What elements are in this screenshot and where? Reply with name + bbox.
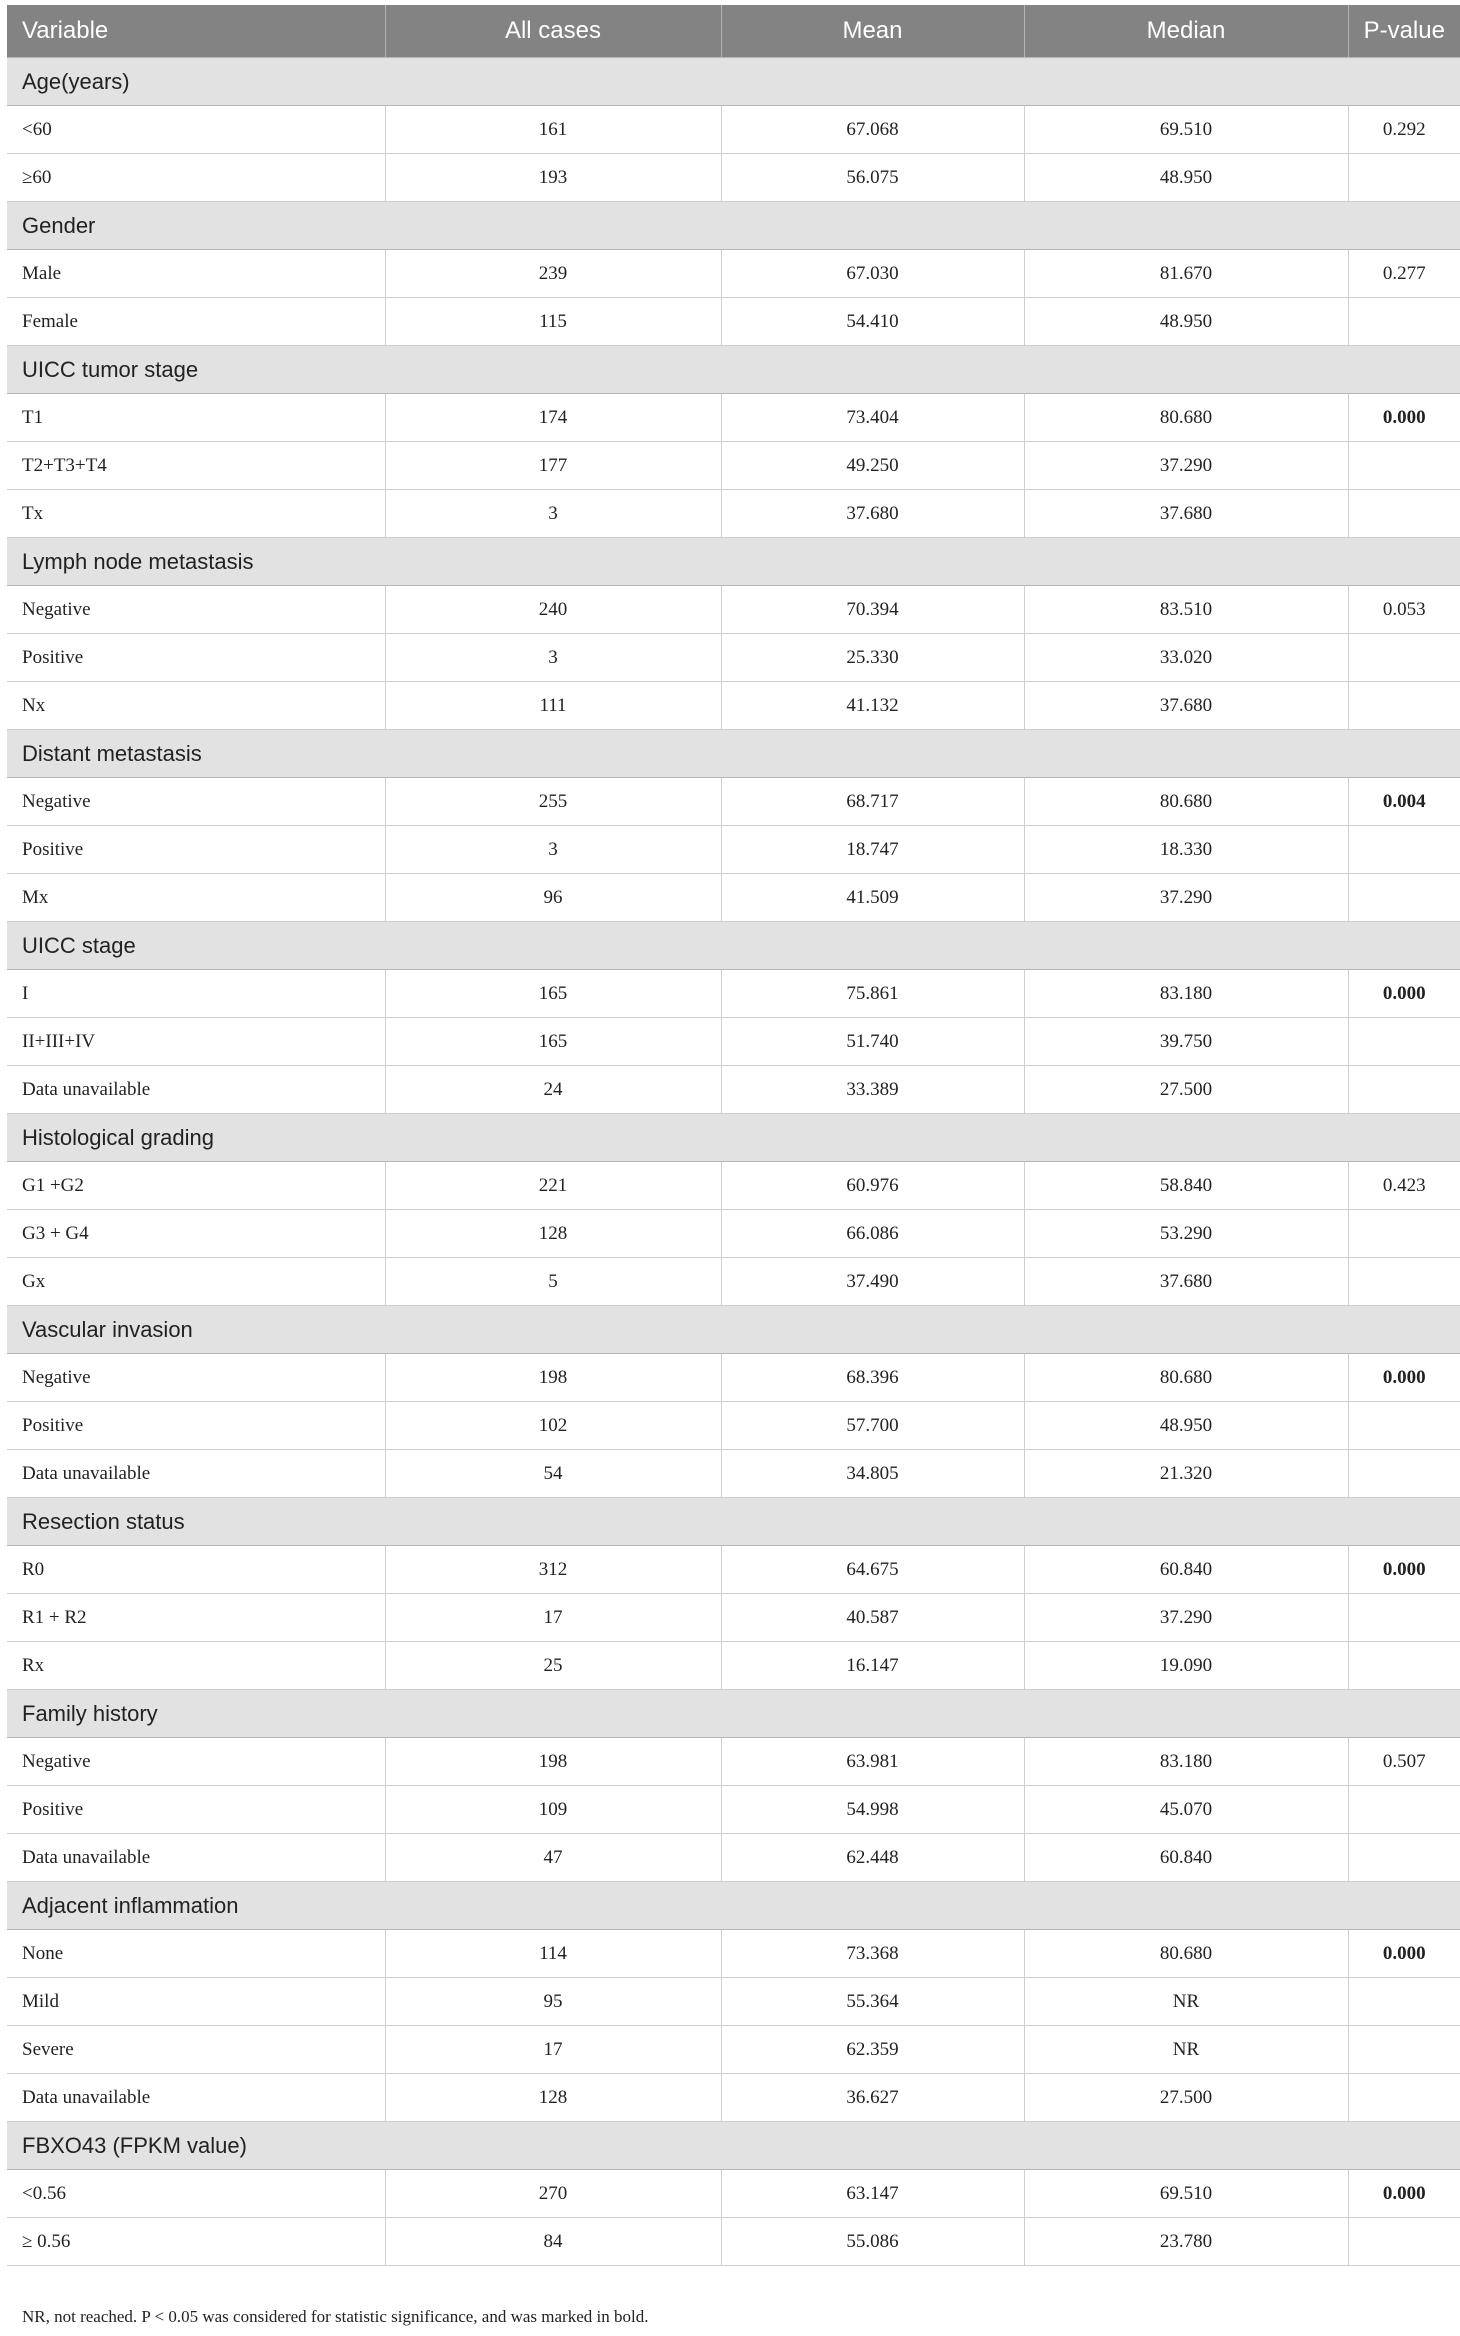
cell-variable: R0 xyxy=(7,1546,385,1594)
cell-p-value xyxy=(1348,826,1460,874)
table-row xyxy=(7,250,1460,298)
cell-mean: 60.976 xyxy=(721,1162,1024,1210)
table-row xyxy=(7,682,1460,730)
table-row xyxy=(7,394,1460,442)
cell-p-value xyxy=(1348,442,1460,490)
cell-p-value xyxy=(1348,1066,1460,1114)
section-title: UICC stage xyxy=(7,922,1460,970)
cell-all-cases: 165 xyxy=(385,970,721,1018)
cell-median: 19.090 xyxy=(1024,1642,1348,1690)
cell-mean: 34.805 xyxy=(721,1450,1024,1498)
cell-median: 37.290 xyxy=(1024,442,1348,490)
section-row xyxy=(7,1114,1460,1162)
cell-variable: Female xyxy=(7,298,385,346)
table-row xyxy=(7,1642,1460,1690)
cell-p-value xyxy=(1348,682,1460,730)
cell-mean: 55.364 xyxy=(721,1978,1024,2026)
table-row xyxy=(7,2026,1460,2074)
cell-p-value: 0.000 xyxy=(1348,394,1460,442)
cell-p-value xyxy=(1348,1018,1460,1066)
cell-p-value: 0.423 xyxy=(1348,1162,1460,1210)
cell-median: 37.680 xyxy=(1024,1258,1348,1306)
cell-p-value xyxy=(1348,1594,1460,1642)
cell-median: 23.780 xyxy=(1024,2218,1348,2266)
table-row xyxy=(7,2170,1460,2218)
header-variable: Variable xyxy=(7,5,385,58)
table-row xyxy=(7,1786,1460,1834)
section-row xyxy=(7,922,1460,970)
header-all-cases: All cases xyxy=(385,5,721,58)
table-row xyxy=(7,490,1460,538)
cell-median: 83.180 xyxy=(1024,970,1348,1018)
cell-variable: Data unavailable xyxy=(7,1834,385,1882)
cell-all-cases: 3 xyxy=(385,490,721,538)
table-row xyxy=(7,874,1460,922)
cell-variable: I xyxy=(7,970,385,1018)
cell-all-cases: 128 xyxy=(385,2074,721,2122)
cell-mean: 73.368 xyxy=(721,1930,1024,1978)
table-row xyxy=(7,1066,1460,1114)
cell-mean: 37.490 xyxy=(721,1258,1024,1306)
table-row xyxy=(7,106,1460,154)
cell-median: 48.950 xyxy=(1024,154,1348,202)
cell-variable: ≥ 0.56 xyxy=(7,2218,385,2266)
cell-variable: Negative xyxy=(7,1738,385,1786)
cell-all-cases: 3 xyxy=(385,826,721,874)
cell-p-value xyxy=(1348,2074,1460,2122)
cell-median: 80.680 xyxy=(1024,778,1348,826)
cell-variable: ≥60 xyxy=(7,154,385,202)
cell-median: 48.950 xyxy=(1024,1402,1348,1450)
cell-median: 83.180 xyxy=(1024,1738,1348,1786)
table-row xyxy=(7,1450,1460,1498)
cell-p-value: 0.292 xyxy=(1348,106,1460,154)
cell-median: 45.070 xyxy=(1024,1786,1348,1834)
table-row xyxy=(7,2074,1460,2122)
section-title: Family history xyxy=(7,1690,1460,1738)
header-median: Median xyxy=(1024,5,1348,58)
cell-median: 69.510 xyxy=(1024,106,1348,154)
cell-p-value: 0.004 xyxy=(1348,778,1460,826)
cell-mean: 51.740 xyxy=(721,1018,1024,1066)
table-row xyxy=(7,1978,1460,2026)
cell-median: 37.680 xyxy=(1024,682,1348,730)
cell-median: NR xyxy=(1024,1978,1348,2026)
section-row xyxy=(7,730,1460,778)
cell-all-cases: 270 xyxy=(385,2170,721,2218)
cell-variable: Data unavailable xyxy=(7,1450,385,1498)
cell-median: 37.680 xyxy=(1024,490,1348,538)
table-row xyxy=(7,1018,1460,1066)
section-title: UICC tumor stage xyxy=(7,346,1460,394)
table-row xyxy=(7,1354,1460,1402)
section-title: Age(years) xyxy=(7,58,1460,106)
survival-table-container xyxy=(7,5,1460,2326)
table-row xyxy=(7,1402,1460,1450)
cell-variable: Tx xyxy=(7,490,385,538)
cell-mean: 18.747 xyxy=(721,826,1024,874)
cell-mean: 40.587 xyxy=(721,1594,1024,1642)
cell-variable: Rx xyxy=(7,1642,385,1690)
cell-variable: Positive xyxy=(7,826,385,874)
cell-mean: 36.627 xyxy=(721,2074,1024,2122)
cell-mean: 55.086 xyxy=(721,2218,1024,2266)
cell-p-value xyxy=(1348,2026,1460,2074)
cell-p-value: 0.000 xyxy=(1348,2170,1460,2218)
section-row xyxy=(7,1306,1460,1354)
cell-variable: Negative xyxy=(7,778,385,826)
cell-median: 37.290 xyxy=(1024,874,1348,922)
section-row xyxy=(7,1498,1460,1546)
cell-p-value xyxy=(1348,154,1460,202)
cell-all-cases: 47 xyxy=(385,1834,721,1882)
table-row xyxy=(7,634,1460,682)
table-row xyxy=(7,2218,1460,2266)
cell-mean: 70.394 xyxy=(721,586,1024,634)
cell-mean: 16.147 xyxy=(721,1642,1024,1690)
cell-all-cases: 198 xyxy=(385,1738,721,1786)
cell-mean: 75.861 xyxy=(721,970,1024,1018)
cell-all-cases: 114 xyxy=(385,1930,721,1978)
cell-mean: 57.700 xyxy=(721,1402,1024,1450)
cell-median: 60.840 xyxy=(1024,1546,1348,1594)
cell-variable: Negative xyxy=(7,586,385,634)
cell-all-cases: 84 xyxy=(385,2218,721,2266)
cell-median: 33.020 xyxy=(1024,634,1348,682)
table-row xyxy=(7,1546,1460,1594)
section-title: Histological grading xyxy=(7,1114,1460,1162)
cell-variable: <60 xyxy=(7,106,385,154)
section-row xyxy=(7,58,1460,106)
cell-median: 27.500 xyxy=(1024,1066,1348,1114)
cell-median: 83.510 xyxy=(1024,586,1348,634)
cell-all-cases: 165 xyxy=(385,1018,721,1066)
cell-median: 58.840 xyxy=(1024,1162,1348,1210)
section-title: Gender xyxy=(7,202,1460,250)
cell-variable: None xyxy=(7,1930,385,1978)
cell-mean: 64.675 xyxy=(721,1546,1024,1594)
cell-mean: 49.250 xyxy=(721,442,1024,490)
cell-mean: 54.998 xyxy=(721,1786,1024,1834)
cell-median: 80.680 xyxy=(1024,394,1348,442)
cell-all-cases: 25 xyxy=(385,1642,721,1690)
cell-p-value: 0.000 xyxy=(1348,1354,1460,1402)
cell-p-value: 0.277 xyxy=(1348,250,1460,298)
cell-p-value: 0.000 xyxy=(1348,1546,1460,1594)
cell-p-value xyxy=(1348,1210,1460,1258)
cell-mean: 73.404 xyxy=(721,394,1024,442)
cell-mean: 54.410 xyxy=(721,298,1024,346)
cell-p-value: 0.507 xyxy=(1348,1738,1460,1786)
cell-median: 48.950 xyxy=(1024,298,1348,346)
cell-variable: G1 +G2 xyxy=(7,1162,385,1210)
cell-all-cases: 54 xyxy=(385,1450,721,1498)
header-mean: Mean xyxy=(721,5,1024,58)
cell-all-cases: 5 xyxy=(385,1258,721,1306)
section-row xyxy=(7,2122,1460,2170)
cell-variable: T2+T3+T4 xyxy=(7,442,385,490)
cell-median: 39.750 xyxy=(1024,1018,1348,1066)
cell-all-cases: 17 xyxy=(385,2026,721,2074)
table-body xyxy=(7,58,1460,2266)
cell-p-value xyxy=(1348,490,1460,538)
cell-p-value xyxy=(1348,298,1460,346)
cell-median: 80.680 xyxy=(1024,1930,1348,1978)
cell-mean: 37.680 xyxy=(721,490,1024,538)
cell-all-cases: 193 xyxy=(385,154,721,202)
cell-all-cases: 221 xyxy=(385,1162,721,1210)
cell-median: 60.840 xyxy=(1024,1834,1348,1882)
section-row xyxy=(7,1882,1460,1930)
cell-median: 18.330 xyxy=(1024,826,1348,874)
cell-all-cases: 312 xyxy=(385,1546,721,1594)
cell-variable: <0.56 xyxy=(7,2170,385,2218)
section-row xyxy=(7,1690,1460,1738)
section-row xyxy=(7,202,1460,250)
cell-variable: Data unavailable xyxy=(7,2074,385,2122)
cell-mean: 62.448 xyxy=(721,1834,1024,1882)
cell-p-value: 0.000 xyxy=(1348,1930,1460,1978)
cell-variable: T1 xyxy=(7,394,385,442)
cell-variable: R1 + R2 xyxy=(7,1594,385,1642)
cell-mean: 67.030 xyxy=(721,250,1024,298)
cell-all-cases: 161 xyxy=(385,106,721,154)
cell-all-cases: 128 xyxy=(385,1210,721,1258)
section-title: Adjacent inflammation xyxy=(7,1882,1460,1930)
cell-p-value xyxy=(1348,874,1460,922)
cell-mean: 68.396 xyxy=(721,1354,1024,1402)
cell-median: 37.290 xyxy=(1024,1594,1348,1642)
table-row xyxy=(7,1834,1460,1882)
cell-all-cases: 240 xyxy=(385,586,721,634)
cell-mean: 63.147 xyxy=(721,2170,1024,2218)
cell-p-value: 0.000 xyxy=(1348,970,1460,1018)
cell-variable: Data unavailable xyxy=(7,1066,385,1114)
cell-all-cases: 239 xyxy=(385,250,721,298)
cell-mean: 33.389 xyxy=(721,1066,1024,1114)
cell-p-value xyxy=(1348,1786,1460,1834)
cell-median: 80.680 xyxy=(1024,1354,1348,1402)
table-row xyxy=(7,970,1460,1018)
table-row xyxy=(7,1930,1460,1978)
table-row xyxy=(7,154,1460,202)
cell-all-cases: 102 xyxy=(385,1402,721,1450)
cell-variable: Mx xyxy=(7,874,385,922)
section-row xyxy=(7,346,1460,394)
cell-variable: Gx xyxy=(7,1258,385,1306)
table-row xyxy=(7,1258,1460,1306)
table-row xyxy=(7,298,1460,346)
cell-mean: 56.075 xyxy=(721,154,1024,202)
cell-mean: 62.359 xyxy=(721,2026,1024,2074)
cell-mean: 63.981 xyxy=(721,1738,1024,1786)
table-row xyxy=(7,1738,1460,1786)
survival-table xyxy=(7,5,1460,2266)
table-row xyxy=(7,1162,1460,1210)
cell-mean: 66.086 xyxy=(721,1210,1024,1258)
header-row xyxy=(7,5,1460,58)
cell-median: 81.670 xyxy=(1024,250,1348,298)
cell-mean: 68.717 xyxy=(721,778,1024,826)
table-row xyxy=(7,586,1460,634)
cell-p-value xyxy=(1348,634,1460,682)
section-title: Distant metastasis xyxy=(7,730,1460,778)
cell-variable: II+III+IV xyxy=(7,1018,385,1066)
section-row xyxy=(7,538,1460,586)
cell-variable: Positive xyxy=(7,634,385,682)
cell-p-value xyxy=(1348,1402,1460,1450)
table-row xyxy=(7,1210,1460,1258)
table-row xyxy=(7,1594,1460,1642)
cell-all-cases: 115 xyxy=(385,298,721,346)
cell-all-cases: 109 xyxy=(385,1786,721,1834)
table-row xyxy=(7,442,1460,490)
cell-all-cases: 255 xyxy=(385,778,721,826)
table-row xyxy=(7,826,1460,874)
cell-variable: G3 + G4 xyxy=(7,1210,385,1258)
section-title: Resection status xyxy=(7,1498,1460,1546)
cell-all-cases: 198 xyxy=(385,1354,721,1402)
cell-p-value xyxy=(1348,1978,1460,2026)
cell-mean: 41.509 xyxy=(721,874,1024,922)
cell-median: 21.320 xyxy=(1024,1450,1348,1498)
cell-median: 69.510 xyxy=(1024,2170,1348,2218)
cell-median: NR xyxy=(1024,2026,1348,2074)
cell-p-value xyxy=(1348,2218,1460,2266)
table-footnote: NR, not reached. P < 0.05 was considered for statistic significance, and was marked in bold. xyxy=(22,2307,649,2326)
cell-all-cases: 174 xyxy=(385,394,721,442)
cell-p-value xyxy=(1348,1450,1460,1498)
cell-mean: 67.068 xyxy=(721,106,1024,154)
cell-variable: Positive xyxy=(7,1786,385,1834)
cell-all-cases: 111 xyxy=(385,682,721,730)
cell-p-value: 0.053 xyxy=(1348,586,1460,634)
cell-median: 27.500 xyxy=(1024,2074,1348,2122)
cell-all-cases: 24 xyxy=(385,1066,721,1114)
cell-p-value xyxy=(1348,1258,1460,1306)
section-title: Lymph node metastasis xyxy=(7,538,1460,586)
cell-all-cases: 177 xyxy=(385,442,721,490)
cell-variable: Mild xyxy=(7,1978,385,2026)
table-row xyxy=(7,778,1460,826)
cell-variable: Male xyxy=(7,250,385,298)
cell-p-value xyxy=(1348,1642,1460,1690)
cell-all-cases: 95 xyxy=(385,1978,721,2026)
section-title: FBXO43 (FPKM value) xyxy=(7,2122,1460,2170)
cell-mean: 25.330 xyxy=(721,634,1024,682)
cell-all-cases: 96 xyxy=(385,874,721,922)
cell-median: 53.290 xyxy=(1024,1210,1348,1258)
section-title: Vascular invasion xyxy=(7,1306,1460,1354)
cell-mean: 41.132 xyxy=(721,682,1024,730)
header-p-value: P-value xyxy=(1348,5,1460,58)
cell-variable: Negative xyxy=(7,1354,385,1402)
cell-variable: Nx xyxy=(7,682,385,730)
cell-all-cases: 3 xyxy=(385,634,721,682)
cell-all-cases: 17 xyxy=(385,1594,721,1642)
cell-variable: Severe xyxy=(7,2026,385,2074)
cell-variable: Positive xyxy=(7,1402,385,1450)
cell-p-value xyxy=(1348,1834,1460,1882)
